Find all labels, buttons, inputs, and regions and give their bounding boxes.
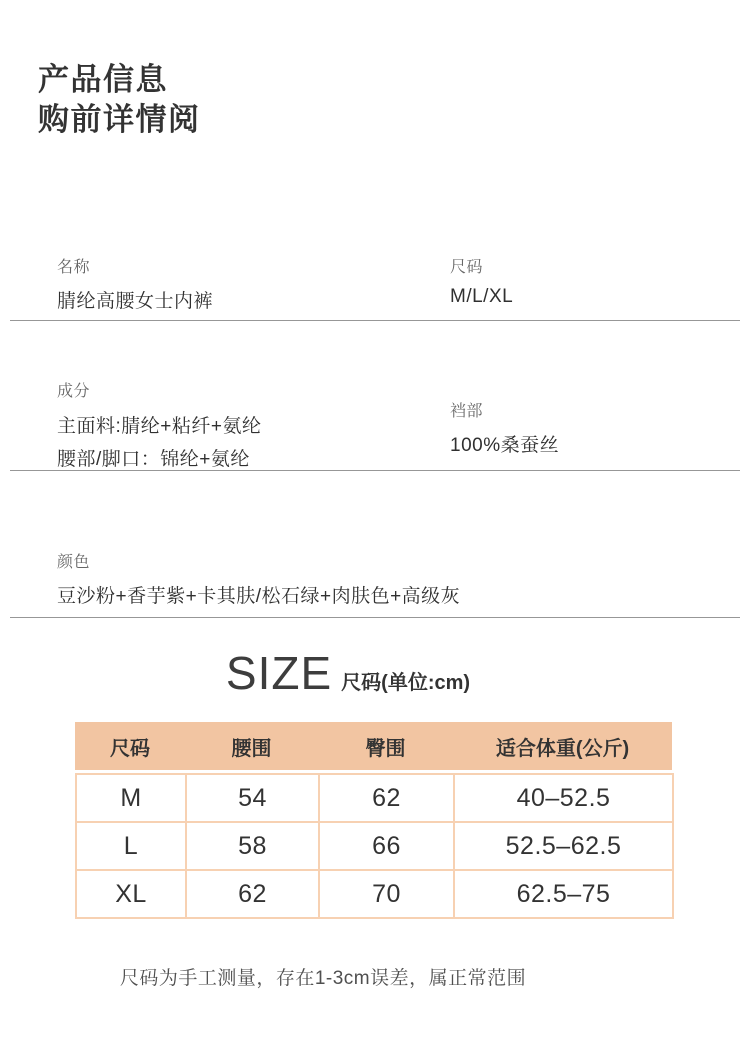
name-label: 名称 [57, 259, 91, 276]
section-color [57, 549, 460, 608]
name-value: 腈纶高腰女士内裤 [57, 291, 214, 312]
table-cell: L [76, 822, 186, 870]
section-divider [10, 470, 740, 471]
crotch-value: 100%桑蚕丝 [450, 435, 560, 456]
table-row [76, 870, 673, 918]
section-divider [10, 320, 740, 321]
size-table-header-cell: 尺码 [110, 737, 150, 760]
crotch-label: 裆部 [450, 403, 484, 420]
table-cell: 54 [186, 774, 319, 822]
table-cell: 70 [319, 870, 454, 918]
size-table-header-cell: 臀围 [365, 737, 406, 760]
size-heading-cn: 尺码(单位:cm) [341, 672, 471, 694]
page-title [38, 60, 201, 140]
size-chart-heading [0, 646, 750, 700]
measurement-note-text: 尺码为手工测量，存在1-3cm误差，属正常范围 [119, 968, 527, 989]
composition-line1: 主面料:腈纶+粘纤+氨纶 [57, 416, 262, 437]
table-cell: 66 [319, 822, 454, 870]
size-value: M/L/XL [450, 286, 514, 307]
section-divider [10, 617, 740, 618]
table-row [76, 822, 673, 870]
table-row [76, 774, 673, 822]
section-composition [57, 378, 261, 476]
table-cell: M [76, 774, 186, 822]
table-cell: 52.5–62.5 [454, 822, 673, 870]
size-table-header [75, 722, 672, 770]
page-title-line2: 购前详情阅 [38, 102, 201, 137]
page-title-line1: 产品信息 [38, 62, 168, 97]
table-cell: 62 [319, 774, 454, 822]
color-label: 颜色 [57, 554, 91, 571]
size-table-header-cell: 腰围 [231, 737, 272, 760]
color-value: 豆沙粉+香芋紫+卡其肤/松石绿+肉肤色+高级灰 [57, 586, 461, 607]
size-table [75, 773, 674, 919]
size-table-header-cell: 适合体重(公斤) [495, 737, 630, 760]
table-cell: XL [76, 870, 186, 918]
measurement-note [0, 963, 750, 990]
table-cell: 40–52.5 [454, 774, 673, 822]
section-size [450, 254, 513, 308]
size-label: 尺码 [450, 259, 484, 276]
composition-line2: 腰部/脚口：锦纶+氨纶 [57, 449, 250, 470]
section-name [57, 254, 213, 313]
table-cell: 62 [186, 870, 319, 918]
size-heading-en: SIZE [225, 647, 333, 699]
table-cell: 62.5–75 [454, 870, 673, 918]
composition-label: 成分 [57, 383, 91, 400]
section-crotch [450, 398, 559, 457]
table-cell: 58 [186, 822, 319, 870]
